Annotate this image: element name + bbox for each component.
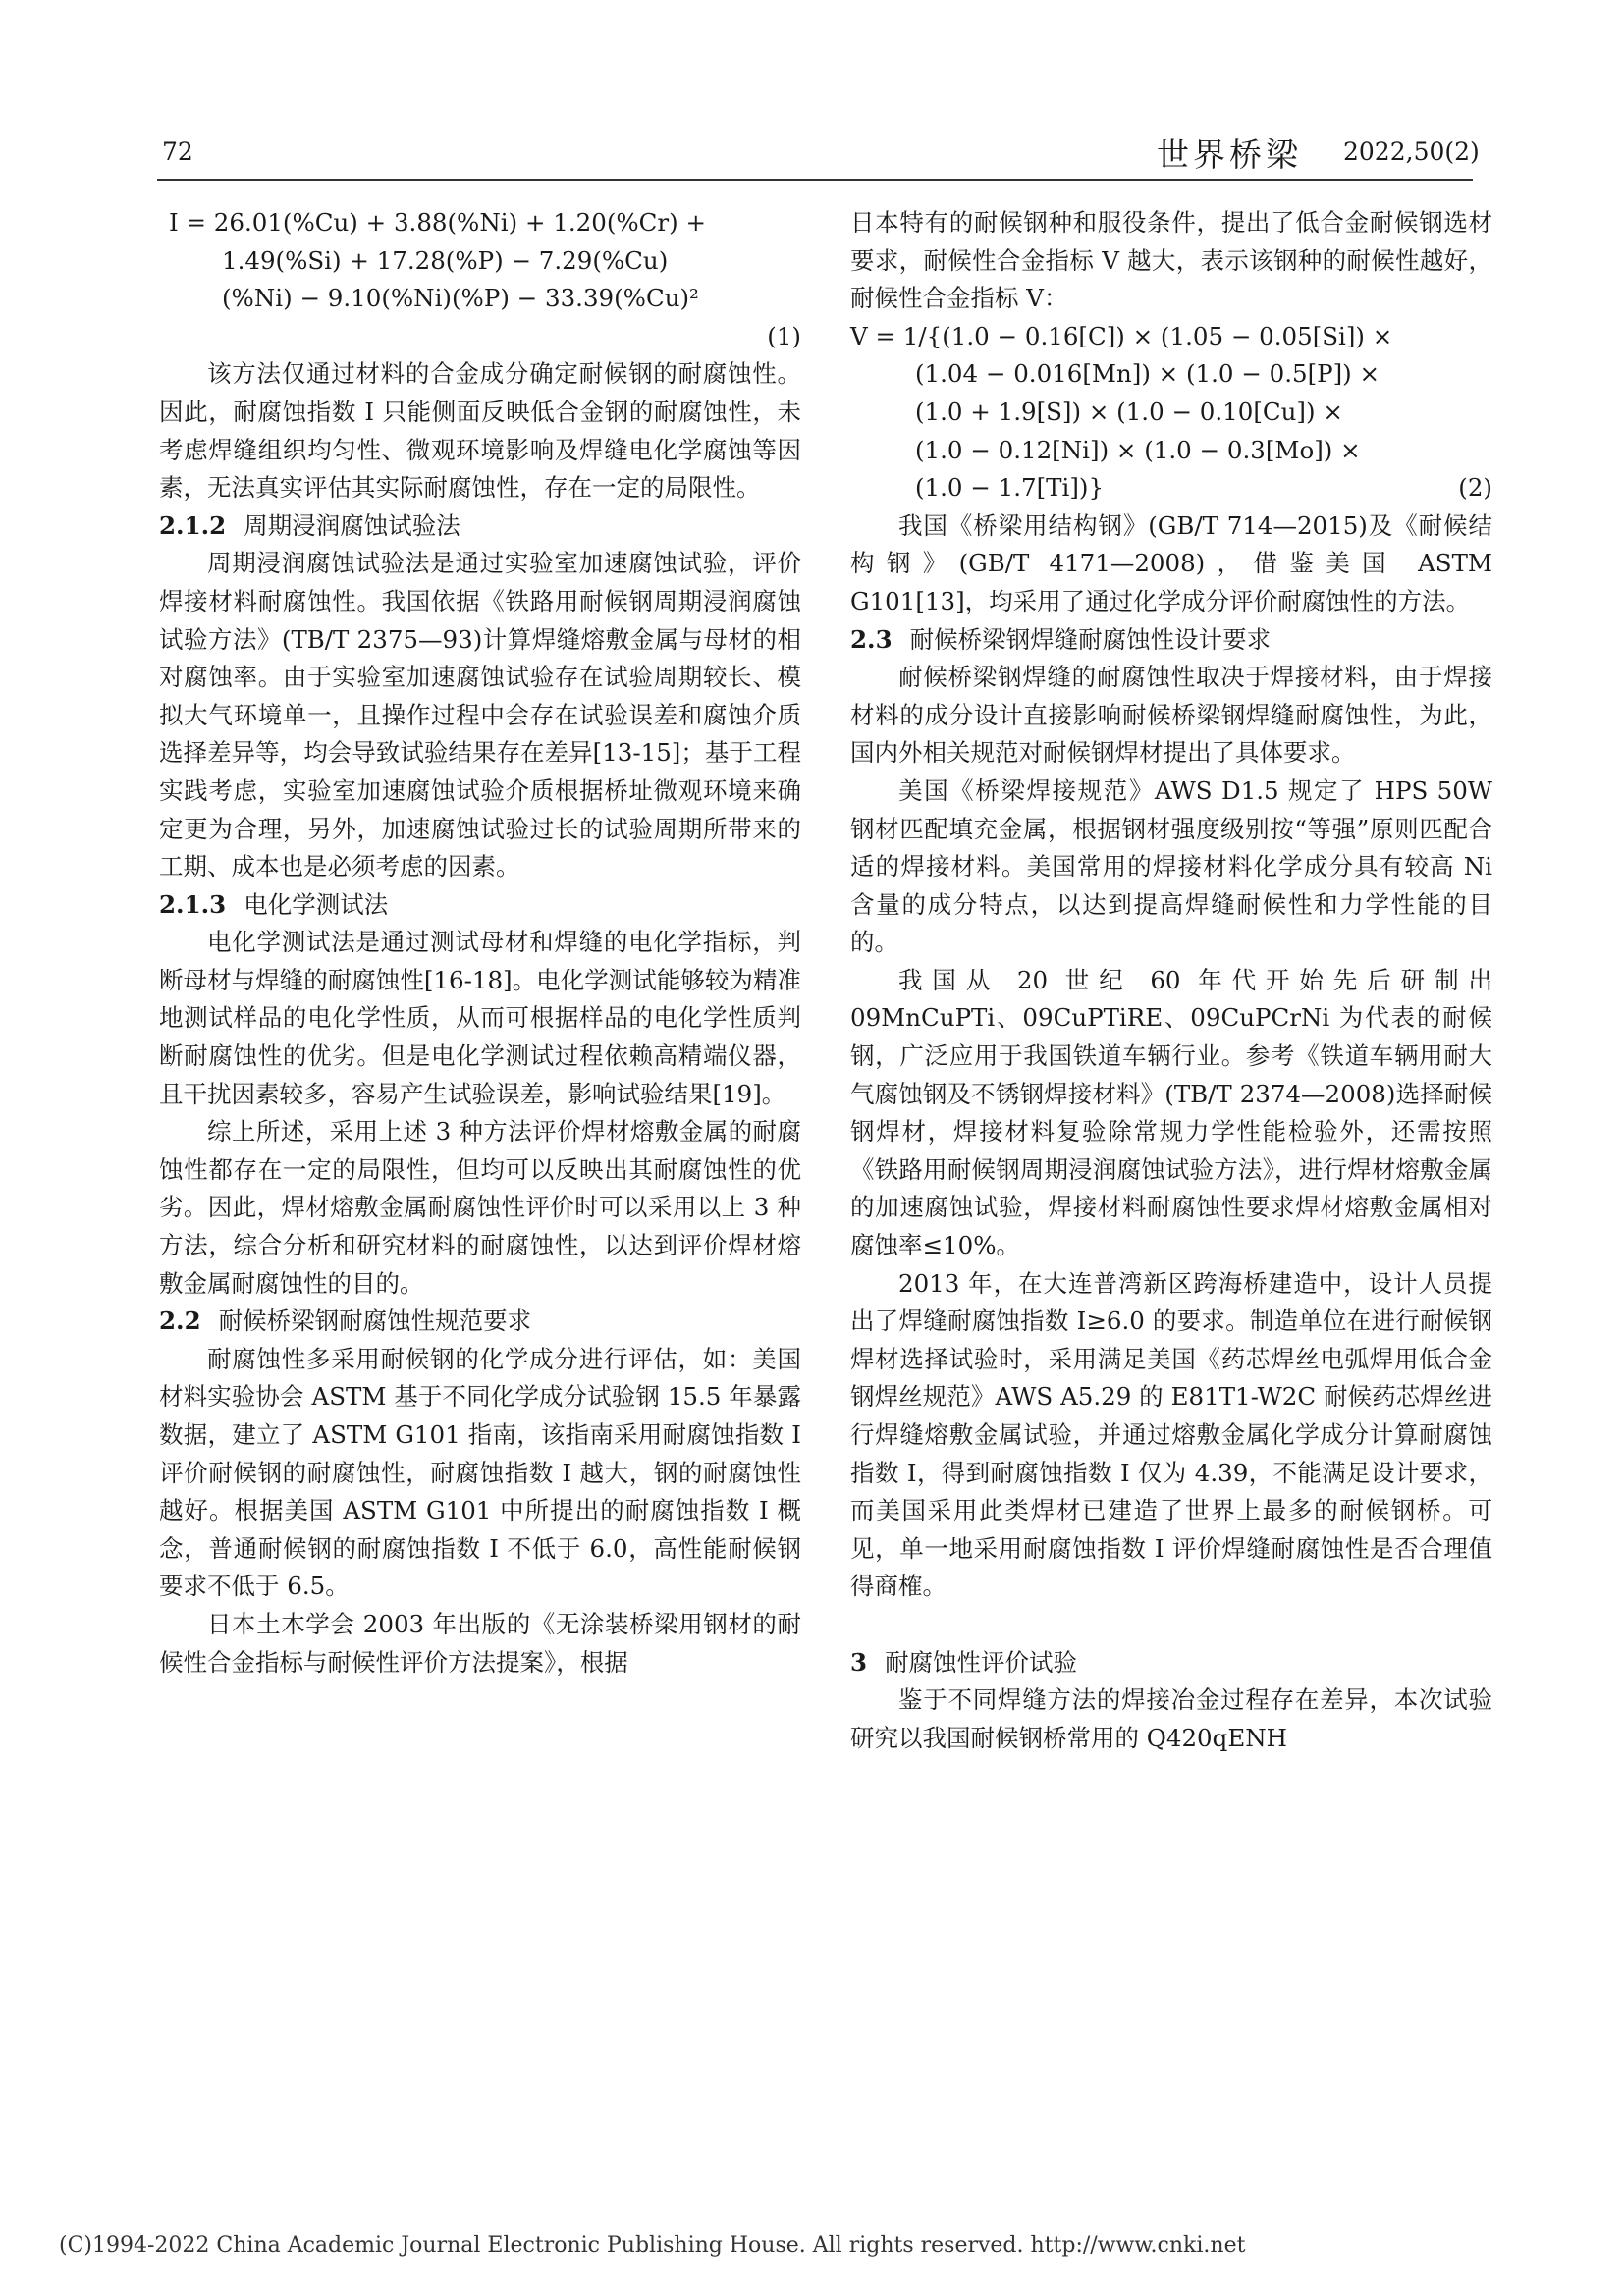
section-number: 3 — [850, 1647, 868, 1677]
section-heading — [159, 886, 801, 925]
section-heading — [159, 507, 801, 546]
formula-2-line: (1.04 − 0.016[Mn]) × (1.0 − 0.5[P]) × — [915, 359, 1380, 389]
page-number: 72 — [162, 137, 193, 166]
formula-2 — [850, 318, 1492, 507]
section-number: 2.2 — [159, 1307, 201, 1336]
formula-2-line: (1.0 + 1.9[S]) × (1.0 − 0.10[Cu]) × — [915, 397, 1343, 426]
journal-title: 世界桥梁 — [1157, 135, 1302, 174]
paragraph: 2013 年，在大连普湾新区跨海桥建造中，设计人员提出了焊缝耐腐蚀指数 I≥6.0 的要求。制造单位在进行耐候钢焊材选择试验时，采用满足美国《药芯焊丝电弧焊用低合金钢焊丝规范》AWS A5.29 的 E81T1-W2C 耐候药芯焊丝进行焊缝熔敷金属试验，并通过熔敷金属化学成分计算耐腐蚀指数 I，得到耐腐蚀指数 I 仅为 4.39，不能满足设计要求，而美国采用此类焊材已建造了世界上最多的耐候钢桥。可见，单一地采用耐腐蚀指数 I 评价焊缝耐腐蚀性是否合理值得商榷。 — [850, 1268, 1492, 1601]
formula-1-line: I = 26.01(%Cu) + 3.88(%Ni) + 1.20(%Cr) + — [169, 208, 706, 237]
right-column — [850, 204, 1492, 1757]
paragraph: 我国从 20 世纪 60 年代开始先后研制出 09MnCuPTi、09CuPTiRE、09CuPCrNi 为代表的耐候钢，广泛应用于我国铁道车辆行业。参考《铁道车辆用耐大气腐蚀钢及不锈钢焊接材料》(TB/T 2374—2008)选择耐候钢焊材，焊接材料复验除常规力学性能检验外，还需按照《铁路用耐候钢周期浸润腐蚀试验方法》，进行焊材熔敷金属的加速腐蚀试验，焊接材料耐腐蚀性要求焊材熔敷金属相对腐蚀率≤10%。 — [850, 965, 1492, 1260]
section-heading — [850, 621, 1492, 660]
paragraph: 美国《桥梁焊接规范》AWS D1.5 规定了 HPS 50W 钢材匹配填充金属，根据钢材强度级别按“等强”原则匹配合适的焊接材料。美国常用的焊接材料化学成分具有较高 Ni 含量的成分特点，以达到提高焊缝耐候性和力学性能的目的。 — [850, 775, 1492, 957]
section-number: 2.1.2 — [159, 510, 227, 540]
paragraph: 该方法仅通过材料的合金成分确定耐候钢的耐腐蚀性。因此，耐腐蚀指数 I 只能侧面反映低合金钢的耐腐蚀性，未考虑焊缝组织均匀性、微观环境影响及焊缝电化学腐蚀等因素，无法真实评估其实际耐腐蚀性，存在一定的局限性。 — [159, 359, 801, 503]
section-number: 2.1.3 — [159, 889, 227, 919]
formula-1-line: (%Ni) − 9.10(%Ni)(%P) − 33.39(%Cu)² — [222, 284, 699, 313]
header-rule — [157, 179, 1473, 181]
section-heading — [850, 1644, 1492, 1682]
section-title: 耐候桥梁钢耐腐蚀性规范要求 — [218, 1307, 532, 1336]
section-title: 电化学测试法 — [244, 889, 389, 919]
paragraph: 电化学测试法是通过测试母材和焊缝的电化学指标，判断母材与焊缝的耐腐蚀性[16-18]。电化学测试能够较为精准地测试样品的电化学性质，从而可根据样品的电化学性质判断耐腐蚀性的优劣。但是电化学测试过程依赖高精端仪器，且干扰因素较多，容易产生试验误差，影响试验结果[19]。 — [159, 928, 801, 1108]
spacer — [850, 1606, 1492, 1644]
left-column — [159, 204, 801, 1682]
formula-2-line: (1.0 − 0.12[Ni]) × (1.0 − 0.3[Mo]) × — [915, 435, 1361, 464]
paragraph: 耐腐蚀性多采用耐候钢的化学成分进行评估，如：美国材料实验协会 ASTM 基于不同化学成分试验钢 15.5 年暴露数据，建立了 ASTM G101 指南，该指南采用耐腐蚀指数 I 评价耐候钢的耐腐蚀性，耐腐蚀指数 I 越大，钢的耐腐蚀性越好。根据美国 ASTM G101 中所提出的耐腐蚀指数 I 概念，普通耐候钢的耐腐蚀指数 I 不低于 6.0，高性能耐候钢要求不低于 6.5。 — [159, 1344, 801, 1601]
paragraph: 我国《桥梁用结构钢》(GB/T 714—2015)及《耐候结构钢》(GB/T 4171—2008)，借鉴美国 ASTM G101[13]，均采用了通过化学成分评价耐腐蚀性的方法。 — [850, 510, 1492, 615]
journal-issue: 2022,50(2) — [1343, 137, 1480, 166]
paragraph: 日本特有的耐候钢种和服役条件，提出了低合金耐候钢选材要求，耐候性合金指标 V 越大，表示该钢种的耐候性越好，耐候性合金指标 V： — [850, 208, 1492, 313]
section-heading — [159, 1303, 801, 1341]
copyright-footer: (C)1994-2022 China Academic Journal Electronic Publishing House. All rights reserved. http://www.cnki.net — [59, 2233, 1246, 2258]
paragraph: 鉴于不同焊缝方法的焊接冶金过程存在差异，本次试验研究以我国耐候钢桥常用的 Q420qENH — [850, 1685, 1492, 1752]
section-title: 耐腐蚀性评价试验 — [885, 1647, 1078, 1677]
section-title: 耐候桥梁钢焊缝耐腐蚀性设计要求 — [909, 624, 1272, 654]
equation-number: (1) — [767, 321, 801, 350]
paragraph: 耐候桥梁钢焊缝的耐腐蚀性取决于焊接材料，由于焊接材料的成分设计直接影响耐候桥梁钢焊缝耐腐蚀性，为此，国内外相关规范对耐候钢焊材提出了具体要求。 — [850, 663, 1492, 768]
paragraph: 周期浸润腐蚀试验法是通过实验室加速腐蚀试验，评价焊接材料耐腐蚀性。我国依据《铁路用耐候钢周期浸润腐蚀试验方法》(TB/T 2375—93)计算焊缝熔敷金属与母材的相对腐蚀率。由于实验室加速腐蚀试验存在试验周期较长、模拟大气环境单一，且操作过程中会存在试验误差和腐蚀介质选择差异等，均会导致试验结果存在差异[13-15]；基于工程实践考虑，实验室加速腐蚀试验介质根据桥址微观环境来确定更为合理，另外，加速腐蚀试验过长的试验周期所带来的工期、成本也是必须考虑的因素。 — [159, 549, 801, 881]
section-number: 2.3 — [850, 624, 893, 654]
formula-2-last-row — [850, 469, 1492, 507]
equation-number: (2) — [1458, 473, 1492, 503]
paragraph: 综上所述，采用上述 3 种方法评价焊材熔敷金属的耐腐蚀性都存在一定的局限性，但均可以反映出其耐腐蚀性的优劣。因此，焊材熔敷金属耐腐蚀性评价时可以采用以上 3 种方法，综合分析和研究材料的耐腐蚀性，以达到评价焊材熔敷金属耐腐蚀性的目的。 — [159, 1117, 801, 1298]
formula-2-line: V = 1/{(1.0 − 0.16[C]) × (1.05 − 0.05[Si]) × — [850, 321, 1393, 350]
formula-2-line: (1.0 − 1.7[Ti])} — [915, 473, 1105, 503]
paragraph: 日本土木学会 2003 年出版的《无涂装桥梁用钢材的耐候性合金指标与耐候性评价方法提案》，根据 — [159, 1609, 801, 1677]
formula-1-line: 1.49(%Si) + 17.28(%P) − 7.29(%Cu) — [222, 245, 669, 275]
formula-1 — [159, 204, 801, 355]
section-title: 周期浸润腐蚀试验法 — [244, 510, 460, 540]
